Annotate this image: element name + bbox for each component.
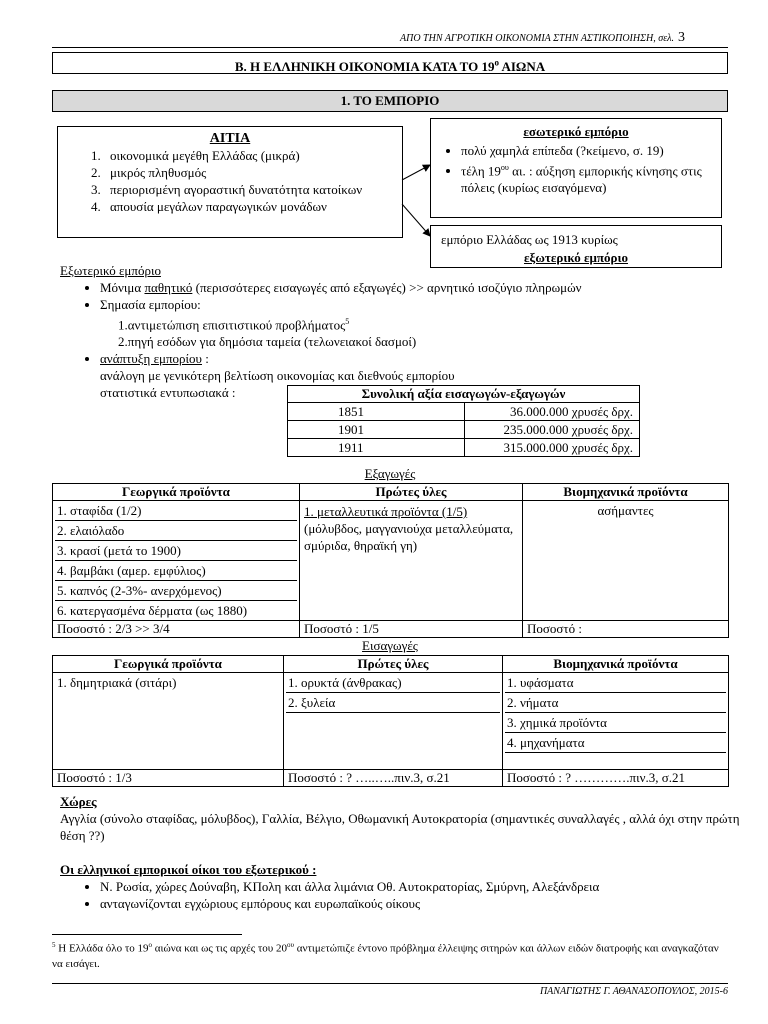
list-item: • ανταγωνίζονται εγχώριους εμπόρους και ευρωπαϊκούς οίκους (100, 895, 740, 912)
aitia-box (57, 126, 403, 238)
imports-share-agri: Ποσοστό : 1/3 (53, 770, 284, 787)
main-title: Β. Η ΕΛΛΗΝΙΚΗ ΟΙΚΟΝΟΜΙΑ ΚΑΤΑ ΤΟ $19^o$ ΑΙΩΝΑ (234, 58, 546, 75)
imports-caption: Εισαγωγές (362, 638, 418, 653)
section-title: 1. ΤΟ ΕΜΠΟΡΙΟ (52, 90, 728, 112)
raw-material-imports (284, 673, 503, 770)
list-item: 2. νήματα (505, 693, 726, 713)
list-item: • Ν. Ρωσία, χώρες Δούναβη, ΚΠολη και άλλα λιμάνια Οθ. Αυτοκρατορίας, Σμύρνη, Αλεξάνδρεια (100, 878, 740, 895)
raw-material-exports (300, 501, 523, 621)
list-item: • Μόνιμα παθητικό (περισσότερες εισαγωγές από εξαγωγές) >> αρνητικό ισοζύγιο πληρωμών (100, 279, 740, 296)
exports-caption: Εξαγωγές (364, 466, 416, 481)
raw-material-details: (μόλυβδος, μαγγανιούχα μεταλλεύματα, σμύριδα, θηραϊκή γη) (304, 521, 514, 553)
industrial-exports: ασήμαντες (523, 501, 729, 621)
list-item: 3. περιορισμένη αγοραστική δυνατότητα κατοίκων (104, 181, 402, 198)
footnote-rule (52, 934, 242, 935)
table-row: 1911 315.000.000 χρυσές δρχ. (288, 439, 640, 457)
page-number: 3 (677, 30, 685, 45)
list-item: • ανάπτυξη εμπορίου : (100, 350, 740, 367)
trading-houses-heading: Οι ελληνικοί εμπορικοί οίκοι του εξωτερικού : (60, 862, 317, 877)
exports-share-raw: Ποσοστό : 1/5 (300, 621, 523, 638)
stats-table (287, 385, 640, 457)
arrows (400, 160, 434, 242)
external-trade-section (60, 262, 740, 401)
arrow-to-external (402, 204, 430, 236)
list-item: 4. βαμβάκι (αμερ. εμφύλιος) (55, 561, 297, 581)
countries-section (60, 793, 740, 912)
column-header: Πρώτες ύλες (300, 484, 523, 501)
list-item: • πολύ χαμηλά επίπεδα (?κείμενο, σ. 19) (461, 142, 721, 159)
internal-trade-box (430, 118, 722, 218)
agricultural-imports (53, 673, 284, 770)
list-item: 2. μικρός πληθυσμός (104, 164, 402, 181)
column-header: Βιομηχανικά προϊόντα (503, 656, 729, 673)
list-item: 3. χημικά προϊόντα (505, 713, 726, 733)
countries-heading: Χώρες (60, 794, 97, 809)
list-item: 2. ελαιόλαδο (55, 521, 297, 541)
list-item: 6. κατεργασμένα δέρματα (ως 1880) (57, 603, 248, 618)
list-item: 1. υφάσματα (505, 673, 726, 693)
importance-2: 2.πηγή εσόδων για δημόσια ταμεία (τελωνειακοί δασμοί) (118, 334, 417, 350)
development-line-2: στατιστικά εντυπωσιακά : (100, 385, 236, 401)
exports-table (52, 483, 729, 638)
importance-1: 1.αντιμετώπιση επισιτιστικού προβλήματος$^5$ (118, 317, 350, 333)
exports-share-agri: Ποσοστό : 2/3 >> 3/4 (53, 621, 300, 638)
imports-share-ind: Ποσοστό : ? ………….πιν.3, σ.21 (503, 770, 729, 787)
agricultural-exports (53, 501, 300, 621)
external-trade-label: εξωτερικό εμπόριο (523, 250, 628, 265)
column-header: Βιομηχανικά προϊόντα (523, 484, 729, 501)
column-header: Πρώτες ύλες (284, 656, 503, 673)
column-header: Γεωργικά προϊόντα (53, 484, 300, 501)
arrow-to-internal (402, 165, 430, 180)
list-item: 3. κρασί (μετά το 1900) (55, 541, 297, 561)
main-title-box (52, 52, 728, 74)
list-item: 4. μηχανήματα (505, 733, 726, 753)
running-title: ΑΠΟ ΤΗΝ ΑΓΡΟΤΙΚΗ ΟΙΚΟΝΟΜΙΑ ΣΤΗΝ ΑΣΤΙΚΟΠΟΙΗΣΗ, σελ. (400, 33, 674, 44)
list-item: 1. σταφίδα (1/2) (55, 501, 297, 521)
list-item: 1. ορυκτά (άνθρακας) (286, 673, 500, 693)
development-line-1: ανάλογη με γενικότερη βελτίωση οικονομίας και διεθνούς εμπορίου (100, 368, 455, 384)
list-item: 5. καπνός (2-3%- ανερχόμενος) (55, 581, 297, 601)
list-item: • Σημασία εμπορίου: (100, 296, 740, 313)
stats-table-title: Συνολική αξία εισαγωγών-εξαγωγών (288, 386, 640, 403)
list-item: 2. ξυλεία (286, 693, 500, 713)
table-row: 1901 235.000.000 χρυσές δρχ. (288, 421, 640, 439)
exports-share-ind: Ποσοστό : (523, 621, 729, 638)
page-footer: ΠΑΝΑΓΙΩΤΗΣ Γ. ΑΘΑΝΑΣΟΠΟΥΛΟΣ, 2015-6 (52, 983, 728, 997)
list-item: 1. μεταλλευτικά προϊόντα (1/5) (304, 504, 468, 519)
column-header: Γεωργικά προϊόντα (53, 656, 284, 673)
list-item: 4. απουσία μεγάλων παραγωγικών μονάδων (104, 198, 402, 215)
external-trade-heading: Εξωτερικό εμπόριο (60, 263, 161, 278)
footnote: $^5$ Η Ελλάδα όλο το $19^o$ αιώνα και ως τις αρχές του $20^{o\upsilon}$ αντιμετώπιζε έντονο πρόβλημα έλλειψης σιτηρών και άλλων ειδών διατροφής και αναγκαζόταν να εισάγει. (52, 941, 719, 970)
countries-text: Αγγλία (σύνολο σταφίδας, μόλυβδος), Γαλλία, Βέλγιο, Οθωμανική Αυτοκρατορία (σημαντικές συναλλαγές , αλλά όχι στην πρώτη θέση ??) (60, 811, 740, 843)
list-item: 1. οικονομικά μεγέθη Ελλάδας (μικρά) (104, 147, 402, 164)
internal-trade-list (431, 142, 721, 196)
running-header (400, 30, 685, 46)
imports-table (52, 655, 729, 787)
aitia-list (58, 147, 402, 215)
imports-share-raw: Ποσοστό : ? …..…..πιν.3, σ.21 (284, 770, 503, 787)
list-item: 1. δημητριακά (σιτάρι) (57, 675, 177, 690)
external-trade-line: εμπόριο Ελλάδας ως 1913 κυρίως (441, 232, 618, 247)
table-row: 1851 36.000.000 χρυσές δρχ. (288, 403, 640, 421)
list-item: • τέλη $19^{o\upsilon}$ αι. : αύξηση εμπορικής κίνησης στις πόλεις (κυρίως εισαγόμενα) (461, 159, 721, 196)
aitia-title: ΑΙΤΙΑ (209, 131, 251, 146)
internal-trade-title: εσωτερικό εμπόριο (523, 124, 629, 139)
industrial-imports (503, 673, 729, 770)
header-rule (52, 47, 728, 48)
